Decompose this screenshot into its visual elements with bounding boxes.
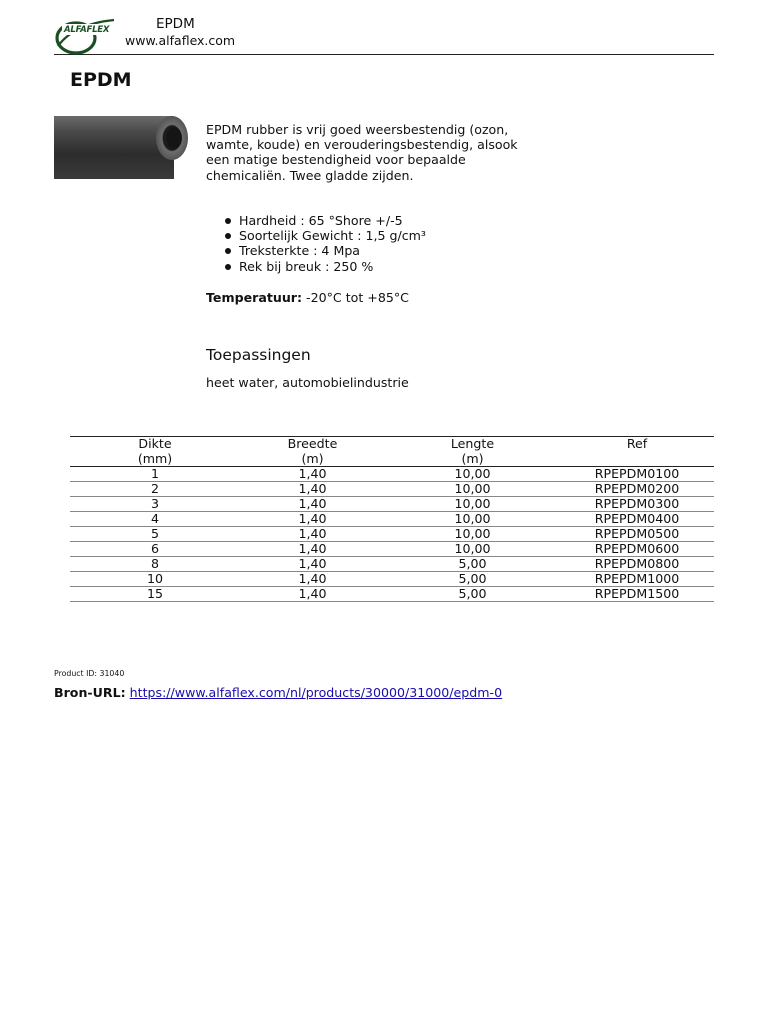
product-table <box>70 436 714 602</box>
table-cell: 1,40 <box>240 527 385 542</box>
table-cell: 5 <box>70 527 240 542</box>
table-header-row <box>70 437 714 467</box>
list-item <box>212 228 426 243</box>
table-row <box>70 527 714 542</box>
spec-text: Treksterkte : 4 Mpa <box>239 243 361 259</box>
bullet-icon <box>225 248 231 254</box>
table-cell: 1,40 <box>240 482 385 497</box>
column-header-dikte: Dikte (mm) <box>137 436 173 466</box>
table-cell: RPEPDM0200 <box>560 482 714 497</box>
header-title: EPDM <box>156 16 195 32</box>
product-id: Product ID: 31040 <box>54 669 125 678</box>
spec-text: Soortelijk Gewicht : 1,5 g/cm³ <box>239 228 426 244</box>
table-cell: 10,00 <box>385 497 560 512</box>
table-cell: 4 <box>70 512 240 527</box>
table-cell: 10,00 <box>385 542 560 557</box>
page-header <box>54 14 714 55</box>
page-title: EPDM <box>70 69 132 91</box>
table-cell: 8 <box>70 557 240 572</box>
source-label: Bron-URL: <box>54 685 126 700</box>
column-header-breedte: Breedte (m) <box>287 436 338 466</box>
logo-swoosh-icon <box>54 16 118 56</box>
table-cell: RPEPDM1000 <box>560 572 714 587</box>
table-row <box>70 512 714 527</box>
table-row <box>70 467 714 482</box>
header-url: www.alfaflex.com <box>125 33 236 48</box>
spec-text: Rek bij breuk : 250 % <box>239 258 374 274</box>
source-line <box>54 685 502 700</box>
list-item <box>212 259 426 274</box>
table-cell: 1,40 <box>240 512 385 527</box>
bullet-icon <box>225 218 231 224</box>
table-cell: RPEPDM0600 <box>560 542 714 557</box>
table-body <box>70 467 714 602</box>
table-cell: 5,00 <box>385 587 560 602</box>
temperature-label: Temperatuur: <box>206 290 303 305</box>
table-cell: RPEPDM0100 <box>560 467 714 482</box>
table-cell: RPEPDM0800 <box>560 557 714 572</box>
table-cell: 15 <box>70 587 240 602</box>
alfaflex-logo <box>54 16 118 56</box>
list-item <box>212 243 426 258</box>
column-header-ref: Ref <box>626 436 648 451</box>
table-cell: 1,40 <box>240 587 385 602</box>
table-cell: 1,40 <box>240 572 385 587</box>
table-row <box>70 542 714 557</box>
table-row <box>70 572 714 587</box>
logo-wordmark: ALFAFLEX <box>64 25 110 35</box>
table-cell: RPEPDM0400 <box>560 512 714 527</box>
table-cell: 1,40 <box>240 542 385 557</box>
temperature-value: -20°C tot +85°C <box>302 290 409 305</box>
table-cell: 3 <box>70 497 240 512</box>
applications-heading: Toepassingen <box>206 346 311 364</box>
spec-list <box>212 213 426 274</box>
spec-text: Hardheid : 65 °Shore +/-5 <box>239 213 403 228</box>
table-cell: 1 <box>70 467 240 482</box>
table-row <box>70 497 714 512</box>
bullet-icon <box>225 233 231 239</box>
table-cell: RPEPDM0300 <box>560 497 714 512</box>
table-row <box>70 587 714 602</box>
table-cell: 6 <box>70 542 240 557</box>
bullet-icon <box>225 264 231 270</box>
table-cell: RPEPDM0500 <box>560 527 714 542</box>
table-cell: 1,40 <box>240 497 385 512</box>
table-row <box>70 557 714 572</box>
table-cell: 1,40 <box>240 557 385 572</box>
list-item <box>212 213 426 228</box>
column-header-lengte: Lengte (m) <box>450 436 495 466</box>
temperature-line <box>206 290 409 305</box>
table-cell: 10,00 <box>385 467 560 482</box>
table-row <box>70 482 714 497</box>
table-cell: 10,00 <box>385 482 560 497</box>
table-cell: 5,00 <box>385 572 560 587</box>
table-cell: 1,40 <box>240 467 385 482</box>
table-cell: 10 <box>70 572 240 587</box>
applications-text: heet water, automobielindustrie <box>206 375 409 390</box>
source-link[interactable]: https://www.alfaflex.com/nl/products/30000/31000/epdm-0 <box>129 685 503 700</box>
table-cell: RPEPDM1500 <box>560 587 714 602</box>
table-cell: 10,00 <box>385 527 560 542</box>
table-cell: 10,00 <box>385 512 560 527</box>
product-image <box>54 114 194 182</box>
product-description: EPDM rubber is vrij goed weersbestendig (ozon, wamte, koude) en verouderingsbestendig, alsook een matige bestendigheid voor bepaalde chemicaliën. Twee gladde zijden. <box>206 122 518 183</box>
table-cell: 2 <box>70 482 240 497</box>
table-cell: 5,00 <box>385 557 560 572</box>
